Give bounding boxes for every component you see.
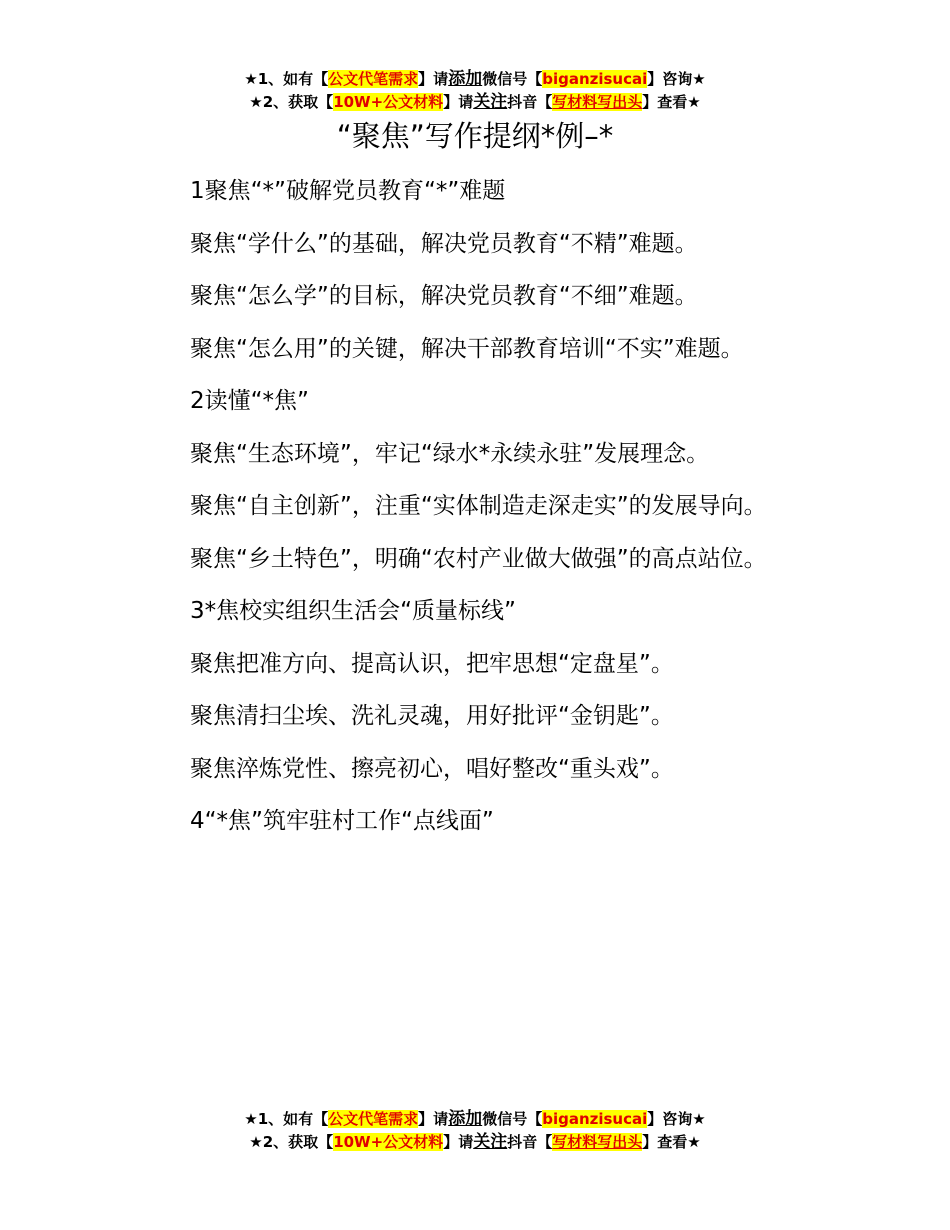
banner-line-1: [0, 68, 950, 91]
section-heading: 4“*焦”筑牢驻村工作“点线面”: [190, 808, 494, 834]
banner-text: 】请: [418, 70, 449, 88]
banner-text: 】咨询★: [647, 1110, 706, 1128]
paragraph: 聚焦清扫尘埃、洗礼灵魂，用好批评“金钥匙”。: [190, 703, 674, 729]
banner-highlight: 公文代笔需求: [328, 1110, 419, 1128]
banner-text: 】查看★: [642, 1133, 701, 1151]
banner-line-2: [0, 1131, 950, 1154]
section-heading: 1聚焦“*”破解党员教育“*”难题: [190, 178, 506, 204]
banner-text: 】咨询★: [647, 70, 706, 88]
banner-text: 】请: [443, 1133, 474, 1151]
banner-highlight: 10W+公文材料: [333, 93, 444, 111]
banner-highlight: 公文代笔需求: [328, 70, 419, 88]
banner-text: 】查看★: [642, 93, 701, 111]
paragraph: 聚焦淬炼党性、擦亮初心，唱好整改“重头戏”。: [190, 755, 674, 782]
banner-emphasis: 关注: [473, 1132, 508, 1152]
paragraph: 聚焦“自主创新”，注重“实体制造走深走实”的发展导向。: [190, 493, 767, 519]
banner-text: ★2、获取【: [249, 93, 334, 111]
banner-text: ★2、获取【: [249, 1133, 334, 1151]
banner-emphasis: 添加: [448, 69, 483, 89]
paragraph: 聚焦“学什么”的基础，解决党员教育“不精”难题。: [190, 230, 698, 257]
footer-banner: [0, 1108, 950, 1154]
section-heading: 3*焦校实组织生活会“质量标线”: [190, 598, 516, 624]
paragraph: 聚焦“生态环境”，牢记“绿水*永续永驻”发展理念。: [190, 440, 710, 467]
banner-text: 】请: [418, 1110, 449, 1128]
paragraph: 聚焦把准方向、提高认识，把牢思想“定盘星”。: [190, 650, 674, 677]
paragraph: 聚焦“乡土特色”，明确“农村产业做大做强”的高点站位。: [190, 545, 767, 572]
banner-text: 抖音【: [507, 93, 553, 111]
banner-highlight: biganzisucai: [542, 70, 648, 88]
banner-highlight: 写材料写出头: [552, 93, 643, 111]
header-banner: [0, 68, 950, 114]
banner-highlight: 写材料写出头: [552, 1133, 643, 1151]
banner-text: 】请: [443, 93, 474, 111]
banner-text: 抖音【: [507, 1133, 553, 1151]
document-body: [140, 170, 840, 853]
banner-highlight: biganzisucai: [542, 1110, 648, 1128]
document-title: “聚焦”写作提纲*例–*: [336, 119, 614, 153]
banner-line-2: [0, 91, 950, 114]
section-heading: 2读懂“*焦”: [190, 388, 309, 414]
banner-highlight: 10W+公文材料: [333, 1133, 444, 1151]
banner-text: 微信号【: [482, 70, 543, 88]
paragraph: 聚焦“怎么学”的目标，解决党员教育“不细”难题。: [190, 283, 698, 309]
banner-emphasis: 添加: [448, 1109, 483, 1129]
banner-line-1: [0, 1108, 950, 1131]
banner-text: ★1、如有【: [244, 1110, 329, 1128]
banner-emphasis: 关注: [473, 92, 508, 112]
banner-text: ★1、如有【: [244, 70, 329, 88]
banner-text: 微信号【: [482, 1110, 543, 1128]
paragraph: 聚焦“怎么用”的关键，解决干部教育培训“不实”难题。: [190, 335, 744, 362]
